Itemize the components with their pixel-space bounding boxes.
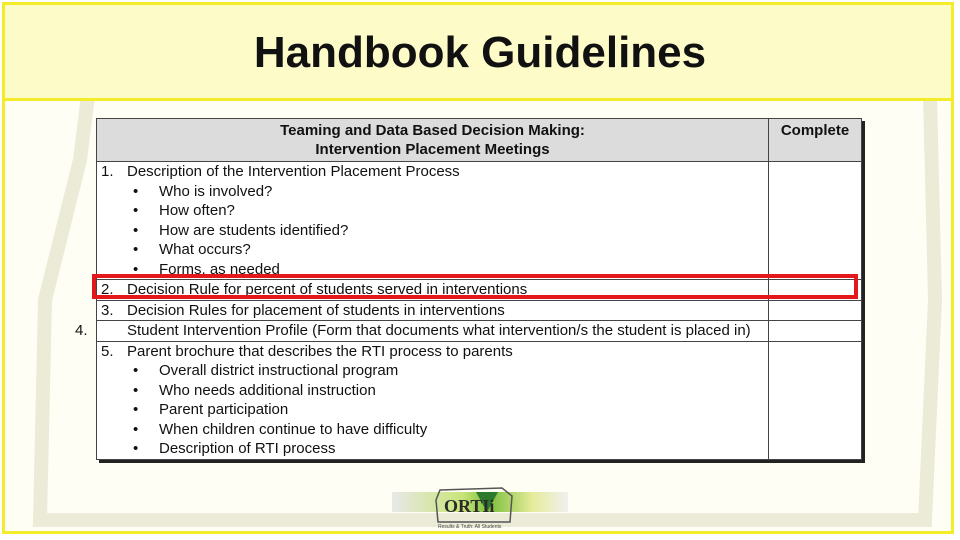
list-item: • Who needs additional instruction [131,381,764,401]
checklist-item-3: 3. Decision Rules for placement of students in interventions [97,300,769,321]
checklist-table [75,118,862,460]
sub-item-list [101,182,764,280]
table-row [97,162,862,280]
list-item: • Parent participation [131,400,764,420]
list-item: • Overall district instructional program [131,361,764,381]
complete-cell [769,280,862,301]
table-row [97,300,862,321]
page-title: Handbook Guidelines [253,28,707,77]
logo-text: ORTIi [444,496,495,516]
complete-cell [769,341,862,459]
list-item: • When children continue to have difficulty [131,420,764,440]
ortii-logo [392,486,568,534]
list-item: • How often? [131,201,764,221]
table-header-title: Teaming and Data Based Decision Making: Intervention Placement Meetings [97,119,769,162]
checklist-item-5: 5. Parent brochure that describes the RTI process to parents • Overall district instructional program • Who needs additional instruction • Parent participation • When children continue to have difficulty • Description of RTI process [97,341,769,459]
list-item: • Who is involved? [131,182,764,202]
complete-column-header: Complete [769,119,862,162]
checklist-item-4: 4. Student Intervention Profile (Form that documents what intervention/s the student is placed in) [97,321,769,342]
checklist-item-2: 2. Decision Rule for percent of students served in interventions [97,280,769,301]
logo-tagline: Results & Truth: All Students [438,524,502,530]
table-row [97,280,862,301]
list-item: • How are students identified? [131,221,764,241]
list-item: • What occurs? [131,240,764,260]
sub-item-list [101,361,764,459]
list-item: • Description of RTI process [131,439,764,459]
complete-cell [769,300,862,321]
table-header-row [97,119,862,162]
complete-cell [769,321,862,342]
table-row [97,321,862,342]
checklist-item-1: 1. Description of the Intervention Placement Process • Who is involved? • How often? • How are students identified? • What occurs? • Forms, as needed [97,162,769,280]
complete-cell [769,162,862,280]
table-row [97,341,862,459]
list-item: • Forms, as needed [131,260,764,280]
